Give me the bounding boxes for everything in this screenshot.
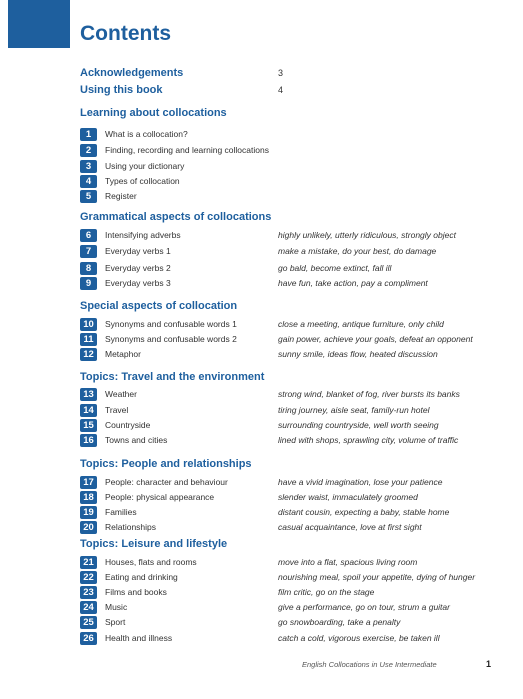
unit-number: 9 [80, 277, 97, 290]
unit-row [80, 277, 500, 291]
unit-title: Houses, flats and rooms [105, 557, 197, 567]
unit-row [80, 601, 500, 615]
unit-row [80, 586, 500, 600]
unit-row [80, 333, 500, 347]
unit-examples: catch a cold, vigorous exercise, be taken ill [278, 633, 440, 643]
unit-examples: gain power, achieve your goals, defeat an opponent [278, 334, 473, 344]
unit-title: Intensifying adverbs [105, 230, 181, 240]
unit-number: 26 [80, 632, 97, 645]
unit-title: Finding, recording and learning collocations [105, 145, 269, 155]
unit-number: 10 [80, 318, 97, 331]
unit-examples: strong wind, blanket of fog, river bursts its banks [278, 389, 460, 399]
unit-title: Eating and drinking [105, 572, 178, 582]
section-heading: Topics: Leisure and lifestyle [80, 538, 228, 550]
unit-number: 4 [80, 175, 97, 188]
unit-number: 8 [80, 262, 97, 275]
unit-row [80, 521, 500, 535]
unit-examples: have a vivid imagination, lose your patience [278, 477, 443, 487]
unit-title: Everyday verbs 3 [105, 278, 171, 288]
unit-number: 21 [80, 556, 97, 569]
unit-number: 1 [80, 128, 97, 141]
unit-title: Everyday verbs 1 [105, 246, 171, 256]
unit-number: 16 [80, 434, 97, 447]
unit-number: 15 [80, 419, 97, 432]
footer-page-number: 1 [486, 659, 492, 669]
unit-examples: distant cousin, expecting a baby, stable home [278, 507, 450, 517]
unit-title: Films and books [105, 587, 167, 597]
front-matter-page: 4 [278, 85, 284, 95]
unit-row [80, 419, 500, 433]
unit-number: 20 [80, 521, 97, 534]
unit-row [80, 506, 500, 520]
unit-examples: casual acquaintance, love at first sight [278, 522, 422, 532]
section-heading: Special aspects of collocation [80, 300, 238, 312]
unit-title: Everyday verbs 2 [105, 263, 171, 273]
unit-row [80, 616, 500, 630]
unit-title: Countryside [105, 420, 151, 430]
unit-number: 2 [80, 144, 97, 157]
unit-examples: sunny smile, ideas flow, heated discussion [278, 349, 438, 359]
section-heading: Topics: Travel and the environment [80, 371, 265, 383]
front-matter-using-this-book [80, 84, 284, 96]
unit-number: 23 [80, 586, 97, 599]
unit-title: People: physical appearance [105, 492, 215, 502]
unit-title: Travel [105, 405, 129, 415]
unit-number: 7 [80, 245, 97, 258]
unit-title: Weather [105, 389, 137, 399]
unit-number: 5 [80, 190, 97, 203]
unit-row [80, 190, 500, 204]
unit-number: 24 [80, 601, 97, 614]
unit-row [80, 434, 500, 448]
unit-title: Sport [105, 617, 126, 627]
unit-number: 18 [80, 491, 97, 504]
unit-number: 3 [80, 160, 97, 173]
unit-row [80, 632, 500, 646]
unit-number: 6 [80, 229, 97, 242]
front-matter-label: Using this book [80, 84, 163, 96]
unit-row [80, 229, 500, 243]
unit-row [80, 128, 500, 142]
unit-number: 12 [80, 348, 97, 361]
unit-row [80, 160, 500, 174]
unit-examples: highly unlikely, utterly ridiculous, strongly object [278, 230, 456, 240]
unit-title: Music [105, 602, 128, 612]
unit-row [80, 476, 500, 490]
unit-number: 11 [80, 333, 97, 346]
unit-number: 13 [80, 388, 97, 401]
section-heading: Topics: People and relationships [80, 458, 252, 470]
unit-examples: surrounding countryside, well worth seeing [278, 420, 439, 430]
unit-examples: go snowboarding, take a penalty [278, 617, 401, 627]
unit-title: Towns and cities [105, 435, 168, 445]
unit-title: Synonyms and confusable words 1 [105, 319, 237, 329]
page-title: Contents [80, 22, 171, 45]
unit-title: What is a collocation? [105, 129, 188, 139]
unit-title: Register [105, 191, 137, 201]
unit-row [80, 175, 500, 189]
unit-examples: close a meeting, antique furniture, only child [278, 319, 444, 329]
unit-examples: give a performance, go on tour, strum a guitar [278, 602, 450, 612]
unit-examples: tiring journey, aisle seat, family-run hotel [278, 405, 430, 415]
unit-row [80, 571, 500, 585]
unit-title: Using your dictionary [105, 161, 185, 171]
unit-examples: move into a flat, spacious living room [278, 557, 418, 567]
unit-row [80, 556, 500, 570]
unit-row [80, 404, 500, 418]
footer-book-title: English Collocations in Use Intermediate [302, 660, 437, 669]
unit-row [80, 388, 500, 402]
unit-row [80, 491, 500, 505]
unit-row [80, 318, 500, 332]
unit-number: 19 [80, 506, 97, 519]
unit-examples: slender waist, immaculately groomed [278, 492, 418, 502]
unit-number: 17 [80, 476, 97, 489]
unit-row [80, 245, 500, 259]
front-matter-acknowledgements [80, 67, 284, 79]
unit-title: Families [105, 507, 137, 517]
front-matter-label: Acknowledgements [80, 67, 184, 79]
unit-row [80, 348, 500, 362]
unit-row [80, 144, 500, 158]
unit-examples: make a mistake, do your best, do damage [278, 246, 437, 256]
section-heading: Learning about collocations [80, 107, 227, 119]
unit-number: 25 [80, 616, 97, 629]
unit-number: 14 [80, 404, 97, 417]
unit-examples: have fun, take action, pay a compliment [278, 278, 428, 288]
unit-title: Metaphor [105, 349, 141, 359]
unit-number: 22 [80, 571, 97, 584]
unit-examples: go bald, become extinct, fall ill [278, 263, 392, 273]
corner-tab [8, 0, 70, 48]
unit-title: Synonyms and confusable words 2 [105, 334, 237, 344]
unit-title: People: character and behaviour [105, 477, 228, 487]
section-heading: Grammatical aspects of collocations [80, 211, 272, 223]
unit-row [80, 262, 500, 276]
front-matter-page: 3 [278, 68, 284, 78]
unit-examples: nourishing meal, spoil your appetite, dying of hunger [278, 572, 476, 582]
unit-title: Relationships [105, 522, 157, 532]
unit-title: Health and illness [105, 633, 173, 643]
unit-examples: lined with shops, sprawling city, volume of traffic [278, 435, 459, 445]
unit-title: Types of collocation [105, 176, 180, 186]
unit-examples: film critic, go on the stage [278, 587, 375, 597]
